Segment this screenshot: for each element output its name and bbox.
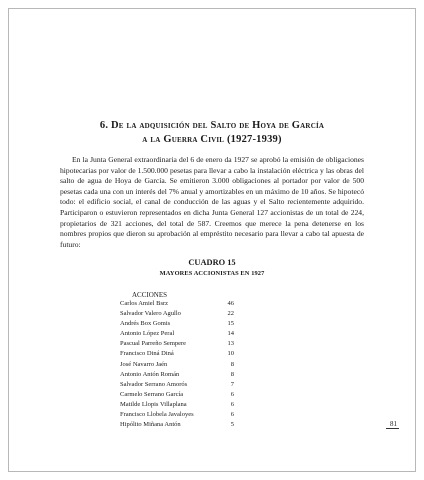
shares-count: 5 bbox=[230, 421, 234, 429]
table-row bbox=[120, 420, 234, 430]
table-row bbox=[120, 349, 234, 359]
section-heading bbox=[60, 119, 364, 147]
shares-count: 46 bbox=[227, 300, 234, 307]
table-row bbox=[120, 410, 234, 420]
table-column-header: ACCIONES bbox=[132, 291, 168, 299]
shares-count: 7 bbox=[230, 380, 234, 388]
shares-count: 10 bbox=[227, 350, 234, 358]
table-row bbox=[120, 309, 234, 319]
shares-count: 6 bbox=[230, 411, 234, 419]
shares-count: 13 bbox=[227, 340, 234, 348]
table-row bbox=[120, 299, 234, 309]
shareholder-name: Salvador Valero Agullo bbox=[120, 310, 181, 318]
shareholder-name: Matilde Llopis Villaplana bbox=[120, 400, 187, 408]
section-heading-line-1: 6. De la adquisición del Salto de Hoya de García bbox=[99, 120, 325, 131]
body-paragraph: En la Junta General extraordinaria del 6 de enero da 1927 se aprobó la emisión de obligaciones hipotecarias por valor de 1.500.000 pesetas para llevar a cabo la instalación eléctrica y las obras del salto de agua de Hoya de García. Se emitieron 3.000 obligaciones al portador por valor de 500 pesetas cada una con un interés del 7% anual y amortizables en un máximo de 10 años. Se hipotecó todo: el edificio social, el canal de conducción de las aguas y el Salto recientemente adquirido. Participaron o estuvieron representados en dicha Junta General 127 accionistas de un total de 224, propietarios de 321 acciones, del total de 587. Creemos que merece la pena detenerse en los nombres propios que dieron su aprobación al empréstito necesario para llevar a cabo tal apuesta de futuro: bbox=[60, 155, 364, 249]
shareholder-name: Pascual Parreño Sempere bbox=[120, 340, 187, 348]
shares-count: 15 bbox=[227, 320, 234, 328]
shareholder-name: José Navarro Jaén bbox=[120, 360, 168, 368]
table-row bbox=[120, 390, 234, 400]
table-row bbox=[120, 400, 234, 410]
shares-count: 6 bbox=[230, 390, 234, 398]
table-subtitle: MAYORES ACCIONISTAS EN 1927 bbox=[159, 270, 265, 277]
shareholder-name: Francisco Llobela Javaloyes bbox=[120, 411, 194, 419]
table-row bbox=[120, 380, 234, 390]
shareholder-table bbox=[120, 299, 234, 430]
shareholder-name: Francisco Diná Diná bbox=[120, 350, 174, 358]
table-row bbox=[120, 370, 234, 380]
shareholder-name: Antonio López Peral bbox=[120, 330, 175, 338]
section-heading-line-2: a la Guerra Civil (1927-1939) bbox=[142, 134, 282, 145]
table-title: CUADRO 15 bbox=[188, 258, 236, 267]
shares-count: 8 bbox=[230, 360, 234, 368]
table-row bbox=[120, 319, 234, 329]
table-row bbox=[120, 339, 234, 349]
shareholder-name: Salvador Serrano Amorós bbox=[120, 380, 188, 388]
shares-count: 22 bbox=[227, 310, 234, 318]
table-row bbox=[120, 360, 234, 370]
table-row bbox=[120, 329, 234, 339]
shareholder-name: Andrés Box Gomis bbox=[120, 320, 171, 328]
shareholder-name: Carmelo Serrano García bbox=[120, 390, 184, 398]
shares-count: 14 bbox=[227, 330, 234, 338]
shares-count: 8 bbox=[230, 370, 234, 378]
shareholder-name: Hipólito Miñana Antón bbox=[120, 421, 181, 429]
page-number: 81 bbox=[386, 420, 399, 429]
shareholder-name: Carlos Amiel Bsrz bbox=[120, 300, 169, 307]
shareholder-name: Antonio Antón Román bbox=[120, 370, 180, 378]
shares-count: 6 bbox=[230, 400, 234, 408]
